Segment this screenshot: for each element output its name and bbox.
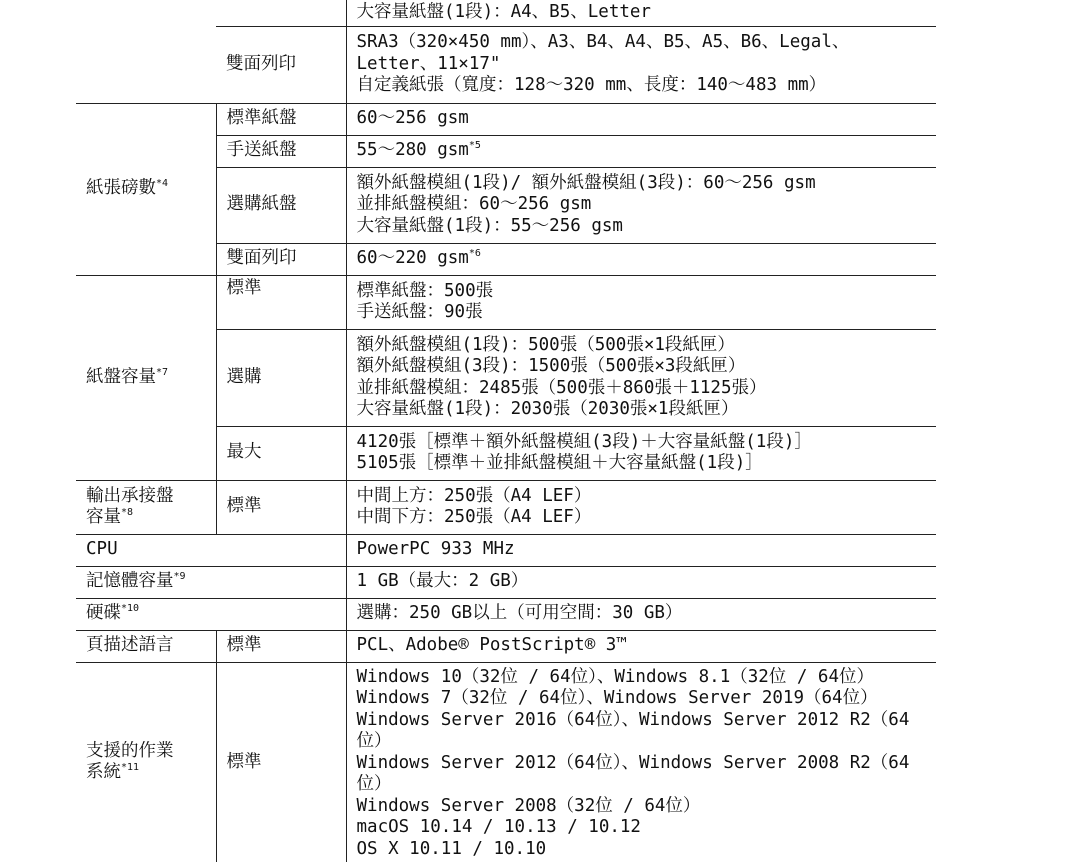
- spec-table: [76, 0, 936, 862]
- row-label: [76, 480, 216, 534]
- row-sublabel: 雙面列印: [216, 243, 346, 275]
- row-value: PowerPC 933 MHz: [346, 534, 936, 566]
- row-label: CPU: [76, 534, 346, 566]
- row-label-text: 硬碟: [86, 603, 121, 624]
- row-label: [76, 103, 216, 275]
- row-sublabel: 標準: [216, 275, 346, 329]
- row-label: 頁描述語言: [76, 630, 216, 662]
- table-row: [76, 566, 936, 598]
- row-value: 額外紙盤模組(1段)：500張（500張×1段紙匣） 額外紙盤模組(3段)：1500張（500張×3段紙匣） 並排紙盤模組：2485張（500張＋860張＋1125張） 大容量紙盤(1段)：2030張（2030張×1段紙匣）: [346, 329, 936, 426]
- row-sublabel: [216, 0, 346, 26]
- row-label-text: 紙盤容量: [86, 366, 156, 387]
- row-value: 選購：250 GB以上（可用空間：30 GB）: [346, 598, 936, 630]
- row-value: 60～256 gsm: [346, 103, 936, 135]
- footnote-mark: *5: [468, 140, 481, 152]
- row-sublabel: 手送紙盤: [216, 135, 346, 167]
- row-label-text: 記憶體容量: [86, 571, 174, 592]
- row-value: PCL、Adobe® PostScript® 3™: [346, 630, 936, 662]
- table-row: [76, 534, 936, 566]
- row-value-text: 55～280 gsm: [356, 140, 469, 161]
- row-value: 大容量紙盤(1段)：A4、B5、Letter: [346, 0, 936, 26]
- row-sublabel: 雙面列印: [216, 26, 346, 103]
- footnote-mark: *9: [173, 571, 186, 583]
- row-label: [76, 275, 216, 480]
- row-value: [346, 243, 936, 275]
- row-label: [76, 598, 346, 630]
- footnote-mark: *11: [121, 762, 140, 774]
- row-value: 中間上方：250張（A4 LEF） 中間下方：250張（A4 LEF）: [346, 480, 936, 534]
- table-row: [76, 598, 936, 630]
- table-row: [76, 103, 936, 135]
- row-value: SRA3（320×450 mm）、A3、B4、A4、B5、A5、B6、Legal、 Letter、11×17" 自定義紙張（寬度：128～320 mm、長度：140～483 mm）: [346, 26, 936, 103]
- row-value: 4120張［標準＋額外紙盤模組(3段)＋大容量紙盤(1段)］ 5105張［標準＋並排紙盤模組＋大容量紙盤(1段)］: [346, 426, 936, 480]
- footnote-mark: *6: [468, 248, 481, 260]
- table-row: [76, 275, 936, 329]
- row-sublabel: 標準紙盤: [216, 103, 346, 135]
- table-row: [76, 630, 936, 662]
- row-value: 標準紙盤：500張 手送紙盤：90張: [346, 275, 936, 329]
- row-sublabel: 最大: [216, 426, 346, 480]
- row-value: 1 GB（最大：2 GB）: [346, 566, 936, 598]
- footnote-mark: *10: [121, 603, 140, 615]
- row-value: Windows 10（32位 / 64位）、Windows 8.1（32位 / 64位） Windows 7（32位 / 64位）、Windows Server 2019（64位） Windows Server 2016（64位）、Windows Server 2012 R2（64位） Windows Server 2012（64位）、Windows Server 2008 R2（64位） Windows Server 2008（32位 / 64位） macOS 10.14 / 10.13 / 10.12 OS X 10.11 / 10.10: [346, 662, 936, 862]
- row-label: [76, 0, 216, 103]
- row-value: [346, 135, 936, 167]
- table-row: [76, 480, 936, 534]
- row-sublabel: 標準: [216, 630, 346, 662]
- row-label-text: 紙張磅數: [86, 178, 156, 199]
- row-sublabel: 標準: [216, 480, 346, 534]
- footnote-mark: *8: [121, 507, 134, 519]
- row-label-text: 輸出承接盤 容量: [86, 485, 174, 527]
- row-sublabel: 選購: [216, 329, 346, 426]
- row-label-text: 支援的作業 系統: [86, 740, 174, 783]
- row-sublabel: 選購紙盤: [216, 167, 346, 243]
- table-row: [76, 662, 936, 862]
- row-label: [76, 662, 216, 862]
- footnote-mark: *7: [156, 366, 169, 378]
- row-value: 額外紙盤模組(1段)/ 額外紙盤模組(3段)：60～256 gsm 並排紙盤模組：60～256 gsm 大容量紙盤(1段)：55～256 gsm: [346, 167, 936, 243]
- footnote-mark: *4: [156, 178, 169, 190]
- row-sublabel: 標準: [216, 662, 346, 862]
- row-value-text: 60～220 gsm: [356, 248, 469, 269]
- row-label: [76, 566, 346, 598]
- table-row: [76, 0, 936, 26]
